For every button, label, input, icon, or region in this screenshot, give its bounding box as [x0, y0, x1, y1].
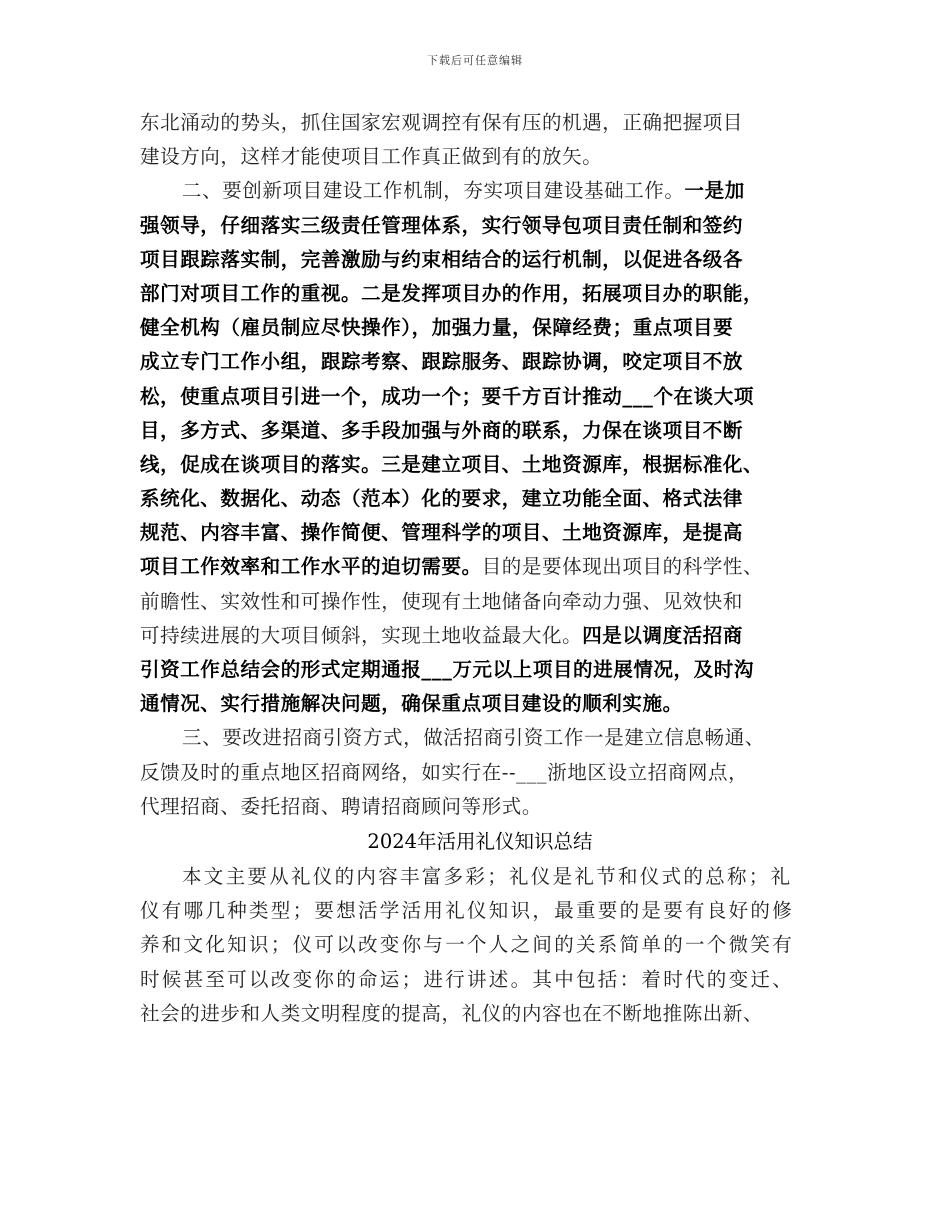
bold-text-run: 强领导，仔细落实三级责任管理体系，实行领导包项目责任制和签约 — [140, 213, 744, 237]
paragraph-line — [140, 585, 820, 619]
bold-text-run: 规范、内容丰富、操作简便、管理科学的项目、土地资源库，是提高 — [140, 521, 744, 545]
bold-text-run: 健全机构（雇员制应尽快操作），加强力量，保障经费；重点项目要 — [140, 316, 734, 340]
paragraph-line — [140, 311, 820, 345]
paragraph-line — [140, 448, 820, 482]
bold-text-run: 通情况、实行措施解决问题，确保重点项目建设的顺利实施。 — [140, 692, 683, 716]
bold-text-run: 项目跟踪落实制，完善激励与约束相结合的运行机制，以促进各级各 — [140, 247, 744, 271]
bold-text-run: 松，使重点项目引进一个，成功一个；要千方百计推动___个在谈大项 — [140, 384, 754, 408]
paragraph-line: 东北涌动的势头，抓住国家宏观调控有保有压的机遇，正确把握项目 — [140, 111, 744, 134]
paragraph-line: 代理招商、委托招商、聘请招商顾问等形式。 — [140, 794, 543, 818]
paragraph-line: 本文主要从礼仪的内容丰富多彩；礼仪是礼节和仪式的总称；礼 — [182, 864, 793, 888]
paragraph-line — [140, 550, 820, 584]
summary-paragraph — [140, 860, 820, 1031]
paragraph-line: 建设方向，这样才能使项目工作真正做到有的放矢。 — [140, 145, 603, 169]
paragraph-line: 时候甚至可以改变你的命运；进行讲述。其中包括：着时代的变迁、 — [140, 967, 795, 991]
bold-text-run: 项目工作效率和工作水平的迫切需要。 — [140, 555, 482, 579]
paragraph-line — [140, 209, 820, 243]
bold-text-run: 一是加 — [684, 179, 745, 203]
paragraph-line: 养和文化知识；仪可以改变你与一个人之间的关系简单的一个微笑有 — [140, 933, 795, 957]
bold-text-run: 目，多方式、多渠道、多手段加强与外商的联系，力保在谈项目不断 — [140, 418, 744, 442]
paragraph-line — [140, 345, 820, 379]
paragraph-line: 反馈及时的重点地区招商网络，如实行在--___浙地区设立招商网点， — [140, 760, 749, 784]
paragraph-line — [140, 516, 820, 550]
text-run: 可持续进展的大项目倾斜，实现土地收益最大化。 — [140, 623, 583, 647]
page-header: 下载后可任意编辑 — [427, 54, 523, 67]
paragraph-line — [140, 414, 820, 448]
paragraph-line: 三、要改进招商引资方式，做活招商引资工作一是建立信息畅通、 — [182, 726, 765, 750]
paragraph-line: 仪有哪几种类型；要想活学活用礼仪知识，最重要的是要有良好的修 — [140, 899, 795, 923]
paragraph-line: 社会的进步和人类文明程度的提高，礼仪的内容也在不断地推陈出新、 — [140, 1001, 764, 1025]
text-run: 二、要创新项目建设工作机制，夯实项目建设基础工作。 — [182, 179, 685, 203]
bold-text-run: 线，促成在谈项目的落实。三是建立项目、土地资源库，根据标准化、 — [140, 452, 764, 476]
paragraph-line — [140, 482, 820, 516]
paragraph-line — [140, 243, 820, 277]
section-title: 2024年活用礼仪知识总结 — [367, 829, 593, 853]
bold-text-run: 成立专门工作小组，跟踪考察、跟踪服务、跟踪协调，咬定项目不放 — [140, 350, 744, 374]
paragraph-line — [140, 277, 820, 311]
paragraph-line — [140, 174, 820, 208]
bold-text-run: 引资工作总结会的形式定期通报___万元以上项目的进展情况，及时沟 — [140, 658, 754, 681]
bold-text-run: 系统化、数据化、动态（范本）化的要求，建立功能全面、格式法律 — [140, 487, 744, 511]
text-run: 目的是要体现出项目的科学性、 — [481, 555, 764, 579]
bold-text-run: 部门对项目工作的重视。二是发挥项目办的作用，拓展项目办的职能， — [140, 281, 764, 305]
paragraph-line — [140, 619, 820, 653]
paragraph-line — [140, 653, 820, 687]
bold-text-run: 四是以调度活招商 — [582, 623, 744, 647]
text-run: 前瞻性、实效性和可操作性，使现有土地储备向牵动力强、见效快和 — [140, 589, 744, 613]
document-body — [140, 106, 820, 1031]
paragraph-line — [140, 687, 820, 721]
paragraph-line — [140, 380, 820, 414]
